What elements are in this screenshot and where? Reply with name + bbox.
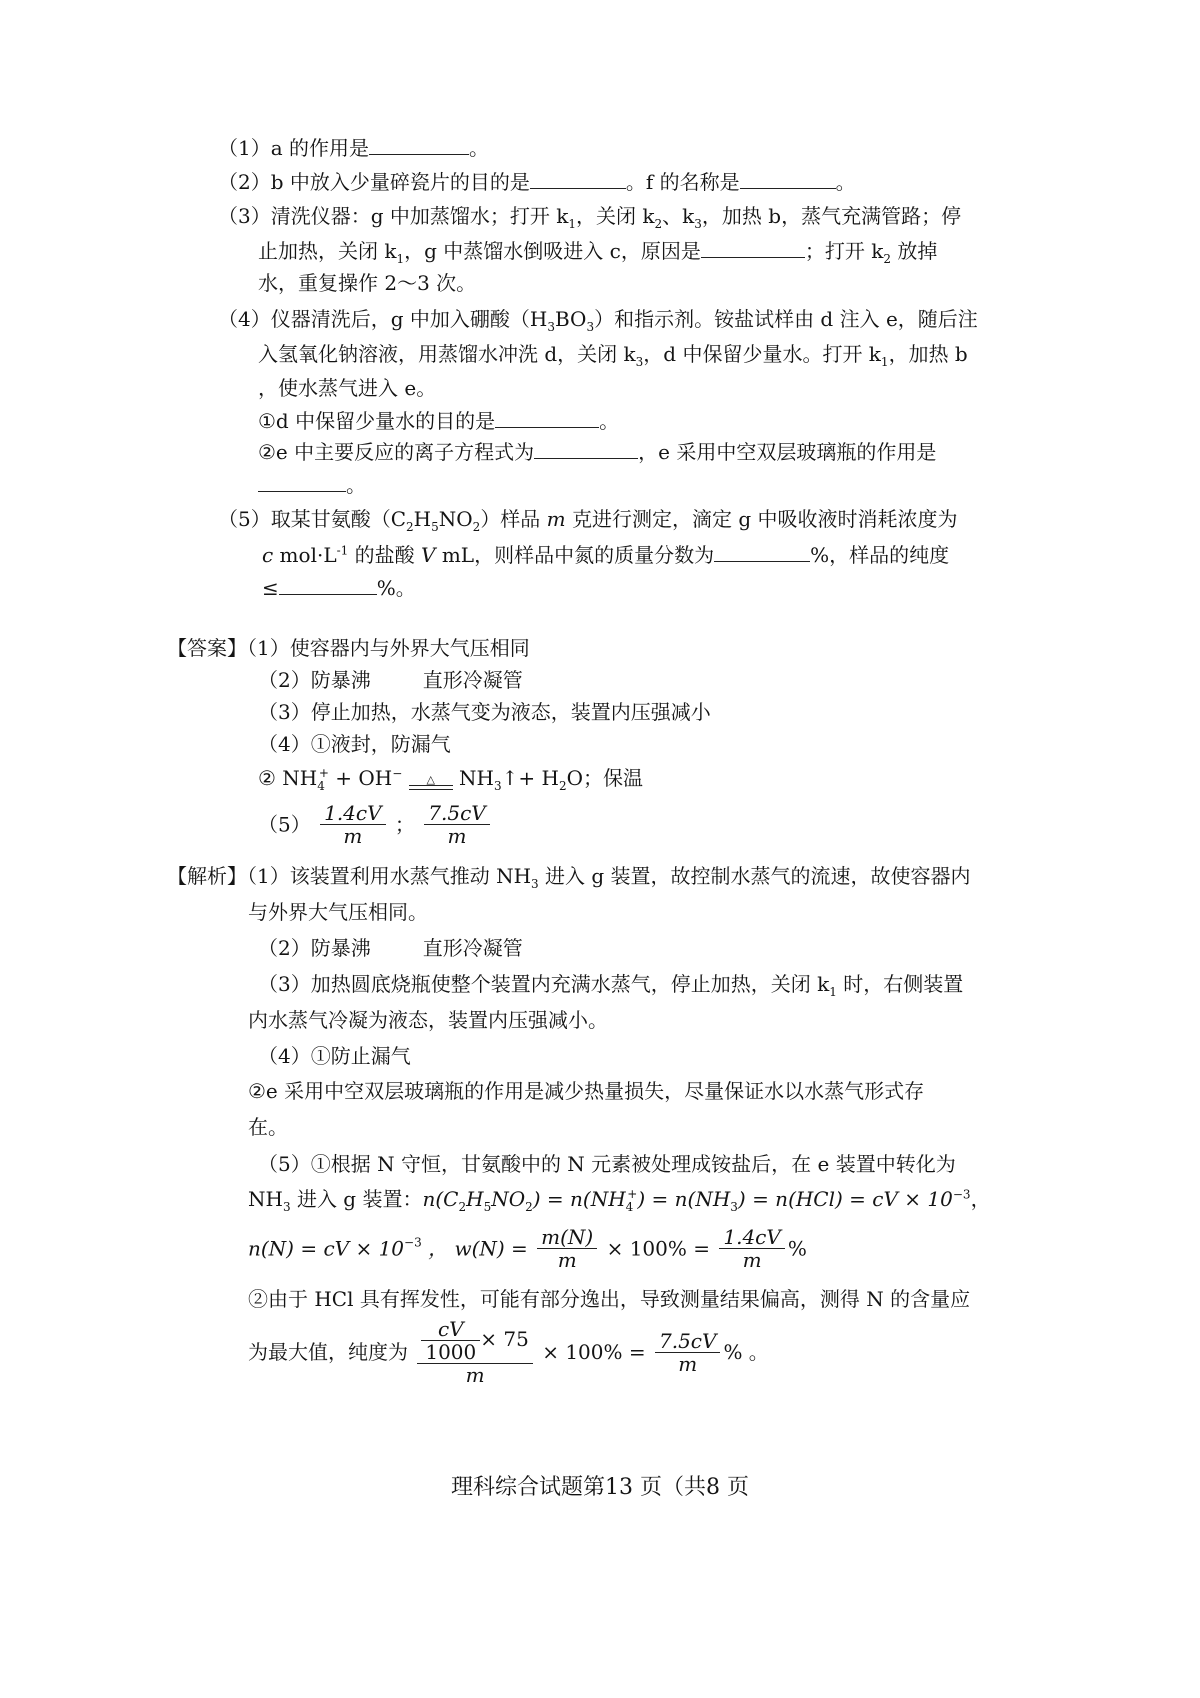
analysis-line-13 [248,1318,769,1386]
analysis-line-11: n(N) = cV × $10^{-3}$ ， w(N) = $\frac{m(N)}{m}$ × 100% = $\frac{1.4cV}{m}$ % [248,1225,807,1272]
q3-text: ；打开 k [804,239,884,263]
analysis-text: （3）加热圆底烧瓶使整个装置内充满水蒸气，停止加热，关闭 k [258,972,830,996]
analysis-text: 直形冷凝管 [422,936,523,960]
fraction [424,802,489,847]
answer-equation: ② $NH_4^+ + OH^-$ △ $NH_3↑+ H_2O$；保温 [258,766,643,793]
q3-text: 止加热，关闭 k [258,239,397,263]
q3-text: （3）清洗仪器：g 中加蒸馏水；打开 k [218,204,569,228]
fraction-numerator [417,1318,532,1364]
analysis-text: （1）该装置利用水蒸气推动 NH [247,864,532,888]
fraction [719,1226,784,1271]
question-4-line-1: （4）仪器清洗后，g 中加入硼酸$(H_3BO_3)$和指示剂。铵盐试样由 d 注入 e，随后注 [218,307,978,334]
analysis-text: 时，右侧装置 [836,972,964,996]
q3-text: 水，重复操作 2～3 次。 [258,271,477,295]
analysis-line-6 [258,1043,411,1069]
answer-blank [258,471,346,492]
answer-blank [369,134,469,155]
q4-text: 入氢氧化钠溶液，用蒸馏水冲洗 d，关闭 k [258,342,636,366]
analysis-text: （2）防暴沸 [258,936,371,960]
q5-var: m [546,507,566,531]
analysis-line-5 [248,1007,608,1033]
analysis-text: NH [248,1187,283,1211]
answer-line-4 [258,731,451,757]
question-4-sub-2-cont [258,471,366,498]
question-3-line-1: （3）清洗仪器：g 中加蒸馏水；打开 $k_1$，关闭 $k_2$、$k_3$，加热 b，蒸气充满管路；停 [218,204,962,231]
q4-text: ②e 中主要反应的离子方程式为 [258,440,535,464]
answer-separator: ； [394,812,415,837]
q4-text: ，e 采用中空双层玻璃瓶的作用是 [638,440,937,464]
analysis-line-4: （3）加热圆底烧瓶使整个装置内充满水蒸气，停止加热，关闭 $k_1$ 时，右侧装置 [258,972,964,999]
analysis-text: 与外界大气压相同。 [248,900,428,924]
analysis-text: （4）①防止漏气 [258,1044,411,1068]
question-3-line-3 [258,270,476,296]
equation-text: ② NH [258,766,318,790]
formula-text: × 100% = [606,1236,711,1261]
answer-line-5 [258,802,493,847]
question-5-line-3 [262,574,416,601]
q3-text: 、k [662,204,695,228]
fraction [655,1330,720,1375]
q1-text: （1）a 的作用是 [218,136,370,160]
answer-text: （5） [258,812,311,837]
q5-text: H [413,507,432,531]
answer-blank [701,237,805,258]
answer-blank [495,407,599,428]
fraction-denominator: m [447,824,467,848]
answer-blank [530,168,626,189]
q4-text: ，加热 b [888,342,968,366]
q1-suffix: 。 [469,136,490,160]
formula-text: NO [491,1187,526,1211]
equation-text: O；保温 [566,766,643,790]
fraction-numerator: cV [421,1318,480,1341]
q5-text: 克进行测定，滴定 g 中吸收液时消耗浓度为 [565,507,958,531]
analysis-line-7 [248,1078,924,1104]
q3-text: ，g 中蒸馏水倒吸进入 c，原因是 [404,239,701,263]
question-5-line-1: （5）取某甘氨酸$(C_2H_5NO_2)$样品 m 克进行测定，滴定 g 中吸收液时消耗浓度为 [218,507,958,534]
formula-text: ， w(N) = [428,1236,528,1261]
analysis-text: 为最大值，纯度为 [248,1340,408,1364]
q5-text: ）样品 [480,507,547,531]
analysis-line-2 [248,899,428,925]
answer-text: （2）防暴沸 [258,668,371,692]
q5-text: %。 [376,576,416,600]
formula-text: n(N) = cV × 10 [248,1236,405,1261]
analysis-line-12 [248,1286,970,1312]
analysis-line-10: $NH_3$ 进入 g 装置：$n(C_2H_5NO_2) = n(NH_4^+) = n(NH_3) = n(HCl)$ = cV × $10^{-3}$， [248,1187,991,1214]
question-2 [218,168,856,195]
analysis-text: （5）①根据 N 守恒，甘氨酸中的 N 元素被处理成铵盐后，在 e 装置中转化为 [258,1152,956,1176]
question-4-line-3 [258,375,436,401]
formula-text: n(C [422,1187,459,1211]
compound-fraction [417,1318,532,1386]
formula-text: % 。 [723,1340,769,1364]
formula-text: % [787,1236,807,1261]
page-footer: 理科综合试题第13 页（共8 页 [451,1475,749,1500]
q2-mid: 。f 的名称是 [625,170,740,194]
analysis-text: ， [970,1187,991,1211]
fraction-denominator: m [465,1363,485,1387]
fraction-denominator: m [343,824,363,848]
fraction [537,1226,597,1271]
analysis-text: ②由于 HCl 具有挥发性，可能有部分逸出，导致测量结果偏高，测得 N 的含量应 [248,1287,971,1311]
answer-line-1 [167,635,530,661]
analysis-text: 内水蒸气冷凝为液态，装置内压强减小。 [248,1008,608,1032]
answer-tag: 【答案】 [167,636,247,660]
q4-text: ①d 中保留少量水的目的是 [258,409,496,433]
q4-text: BO [554,307,587,331]
q3-text: 放掉 [890,239,938,263]
fraction-numerator: 1.4cV [719,1226,784,1249]
analysis-line-8 [248,1114,288,1140]
q5-var: V [421,543,436,567]
heat-equals-icon: △ [409,775,453,790]
formula-text: × 100% = [542,1340,646,1364]
formula-text: ) = n(NH [532,1187,626,1211]
analysis-text: 进入 g 装置： [290,1187,423,1211]
q5-text: （5）取某甘氨酸（C [218,507,407,531]
analysis-line-9 [258,1151,956,1177]
q2-suffix: 。 [835,170,856,194]
formula-text: H [466,1187,484,1211]
q5-text: ≤ [262,576,279,600]
analysis-text: 进入 g 装置，故控制水蒸气的流速，故使容器内 [538,864,971,888]
question-4-line-2: 入氢氧化钠溶液，用蒸馏水冲洗 d，关闭 $k_3$，d 中保留少量水。打开 $k_1$，加热 b [258,342,968,369]
fraction-numerator: 1.4cV [320,802,385,825]
q2-text: （2）b 中放入少量碎瓷片的目的是 [218,170,530,194]
answer-text: （3）停止加热，水蒸气变为液态，装置内压强减小 [258,700,711,724]
q4-text: 。 [599,409,620,433]
q4-text: ，使水蒸气进入 e。 [258,376,437,400]
fraction-numerator: m(N) [537,1226,597,1249]
question-5-line-2: c $mol\cdot L^{-1}$ 的盐酸 V mL，则样品中氮的质量分数为 %，样品的纯度 [262,543,950,567]
fraction [320,802,385,847]
fraction-denominator: m [742,1248,762,1272]
answer-blank [714,541,810,562]
formula-text: × 75 [480,1327,529,1351]
q5-text: NO [438,507,473,531]
formula-text: ) = n(NH [637,1187,731,1211]
q3-text: ，加热 b，蒸气充满管路；停 [701,204,962,228]
answer-text: 直形冷凝管 [422,668,523,692]
q5-var: c [262,543,274,567]
analysis-text: 在。 [248,1115,288,1139]
equation-text: ↑+ H [501,766,559,790]
question-1 [218,134,489,161]
formula-text: ) = n(HCl) = cV × 10 [737,1187,953,1211]
answer-blank [534,438,638,459]
answer-text: （4）①液封，防漏气 [258,732,451,756]
fraction-denominator: m [557,1248,577,1272]
question-4-sub-1 [258,407,619,434]
answer-blank [740,168,836,189]
analysis-text: ②e 采用中空双层玻璃瓶的作用是减少热量损失，尽量保证水以水蒸气形式存 [248,1079,925,1103]
analysis-line-1: 【解析】（1）该装置利用水蒸气推动 $NH_3$ 进入 g 装置，故控制水蒸气的流速，故使容器内 [167,864,971,891]
fraction-denominator: 1000 [425,1340,477,1364]
q4-text: ，d 中保留少量水。打开 k [643,342,881,366]
q4-text: 。 [346,473,366,497]
q5-text: 的盐酸 [348,543,422,567]
q5-text: mol·L [273,543,337,567]
q4-text: ）和指示剂。铵盐试样由 d 注入 e，随后注 [594,307,978,331]
equation-text: NH [459,766,494,790]
fraction-denominator: m [678,1351,698,1376]
answer-blank [279,574,377,595]
question-4-sub-2 [258,438,936,465]
question-3-line-2: 止加热，关闭 $k_1$，g 中蒸馏水倒吸进入 c，原因是 ；打开 $k_2$ 放掉 [258,239,938,266]
analysis-tag: 【解析】 [167,864,247,888]
q4-text: （4）仪器清洗后，g 中加入硼酸（H [218,307,548,331]
q5-text: mL，则样品中氮的质量分数为 [435,543,715,567]
equation-text: + OH [328,766,393,790]
fraction-numerator: 7.5cV [424,802,489,825]
analysis-line-3 [258,935,523,961]
answer-line-3 [258,699,711,725]
answer-text: （1）使容器内与外界大气压相同 [247,636,530,660]
answer-line-2 [258,667,523,693]
q3-text: ，关闭 k [576,204,655,228]
fraction [421,1318,480,1363]
q5-text: %，样品的纯度 [810,543,950,567]
fraction-numerator: 7.5cV [655,1330,720,1353]
